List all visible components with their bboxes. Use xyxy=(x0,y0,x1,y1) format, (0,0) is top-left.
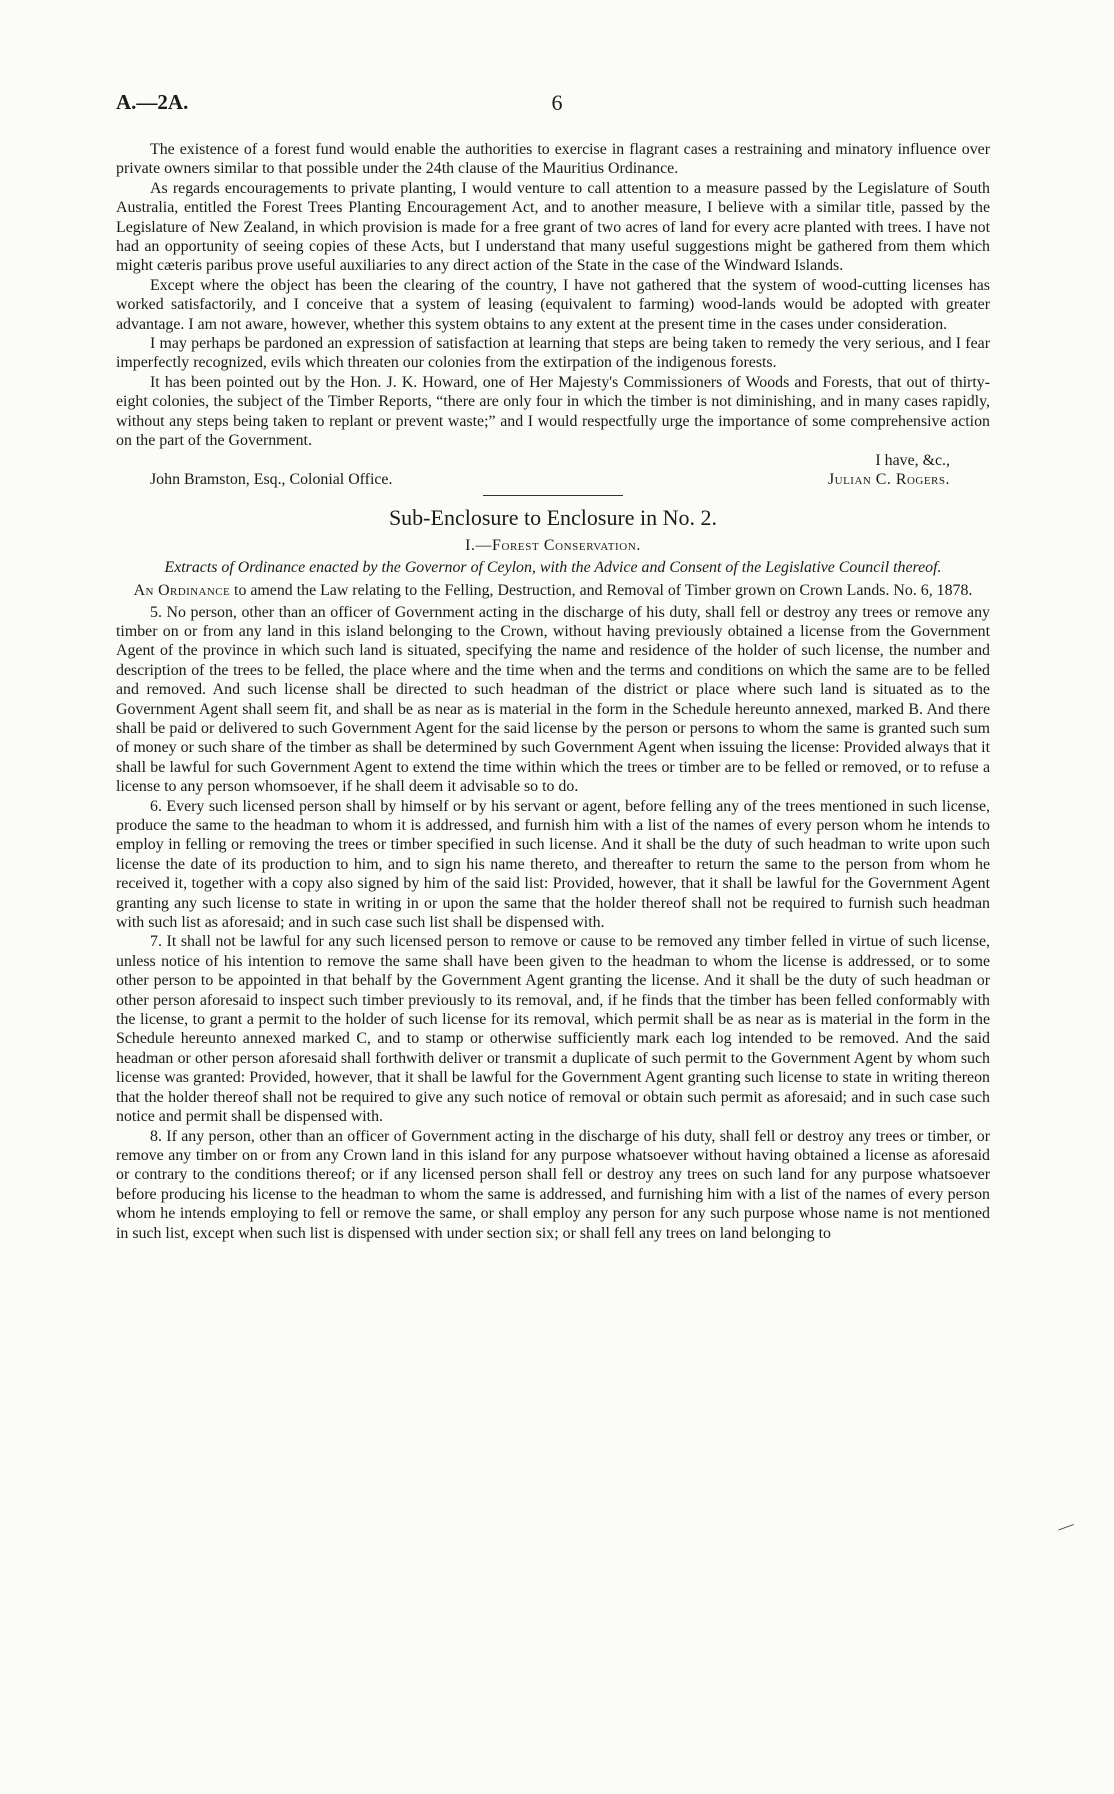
ordinance-section-8: 8. If any person, other than an officer of Government acting in the discharge of his duty, shall fell or destroy any trees or timber, or remove any timber on or from any Crown land in this island for any purpose whatsoever without having obtained a license as aforesaid or contrary to the conditions thereof; or if any licensed person shall fell or destroy any trees on such land for any purpose whatsoever before producing his license to the headman to whom the same is addressed, and furnishing him with a list of the names of every person whom he intends employing to fell or remove the same, or shall employ any person for any such purpose whose name is not mentioned in such list, except when such list is dispensed with under section six; or shall fell any trees on land belonging to xyxy=(116,1127,990,1242)
letter-paragraph: The existence of a forest fund would enable the authorities to exercise in flagrant cases a restraining and minatory influence over private owners similar to that possible under the 24th clause of the Mauritius Ordinance. xyxy=(116,141,990,178)
document-reference: A.—2A. xyxy=(116,90,189,114)
letter-signature: Julian C. Rogers. xyxy=(827,470,950,488)
ordinance-lead: An Ordinance xyxy=(133,582,231,600)
letter-paragraph: It has been pointed out by the Hon. J. K. Howard, one of Her Majesty's Commissioners of Woods and Forests, that out of thirty-eight colonies, the subject of the Timber Reports, “there are only four in which the timber is not diminishing, and in many cases rapidly, without any steps being taken to replant or prevent waste;” and I would respectfully urge the importance of some comprehensive action on the part of the Government. xyxy=(116,373,990,450)
ordinance-section-6: 6. Every such licensed person shall by himself or by his servant or agent, before felling any of the trees mentioned in such license, produce the same to the headman to whom it is addressed, and furnish him with a list of the names of every person whom he intends to employ in felling or removing the trees or timber specified in such license. And it shall be the duty of such headman to write upon such license the date of its production to him, and to sign his name thereto, and thereafter to return the same to the person from whom he received it, together with a copy also signed by him of the said list: Provided, however, that it shall be lawful for the Government Agent granting any such license to state in writing in or upon the same that the holder thereof shall not be required to furnish such headman with such list as aforesaid; and in such case such list shall be dispensed with. xyxy=(116,797,990,932)
ordinance-heading xyxy=(116,581,990,600)
letter-paragraph: I may perhaps be pardoned an expression of satisfaction at learning that steps are being taken to remedy the very serious, and I fear imperfectly recognized, evils which threaten our colonies from the extirpation of the indigenous forests. xyxy=(116,335,990,372)
letter-closing-row xyxy=(116,451,990,470)
margin-mark: — xyxy=(1055,1515,1077,1538)
section-heading: I.—Forest Conservation. xyxy=(465,537,641,555)
section-divider xyxy=(483,495,623,496)
enclosure-title: Sub-Enclosure to Enclosure in No. 2. xyxy=(388,505,718,531)
signature-row xyxy=(116,470,990,489)
ordinance-section-7: 7. It shall not be lawful for any such licensed person to remove or cause to be removed any timber felled in virtue of such license, unless notice of his intention to remove the same shall have been given to the headman to whom the license is addressed, or to some other person to be appointed in that behalf by the Government Agent granting the license. And it shall be the duty of such headman or other person aforesaid to inspect such timber previously to its removal, and, if he finds that the timber has been felled conformably with the license, to grant a permit to the holder of such license for its removal, which permit shall be as near as is material in the form in the Schedule hereunto annexed marked C, and to stamp or otherwise sufficiently mark each log intended to be removed. And the said headman or other person aforesaid shall forthwith deliver or transmit a duplicate of such permit to the Government Agent by whom such license was granted: Provided, however, that it shall be lawful for the Government Agent granting such license to state in writing thereon that the holder thereof shall not be required to give any such notice of removal or obtain such permit as aforesaid; and in such case such notice and permit shall be dispensed with. xyxy=(116,933,990,1126)
page-header xyxy=(116,90,998,120)
extract-note: Extracts of Ordinance enacted by the Governor of Ceylon, with the Advice and Consent of the Legislative Council thereof. xyxy=(164,558,942,576)
document-body xyxy=(116,140,990,1243)
ordinance-section-5: 5. No person, other than an officer of Government acting in the discharge of his duty, shall fell or destroy any trees or remove any timber on or from any land in this island belonging to the Crown, without having previously obtained a license from the Government Agent of the province in which such land is situated, specifying the name and residence of the holder of such license, the number and description of the trees to be felled, the place where and the time when and the terms and conditions on which the same are to be felled and removed. And such license shall be directed to such headman of the district or place where such land is situated as to the Government Agent shall seem fit, and shall be as near as is material in the form in the Schedule hereunto annexed, marked B. And there shall be paid or delivered to such Government Agent for the said license by the person or persons to whom the same is granted such sum of money or such share of the timber as shall be determined by such Government Agent when issuing the license: Provided always that it shall be lawful for such Government Agent to extend the time within which the trees or timber are to be felled or removed, or to refuse a license to any person whomsoever, if he shall deem it advisable so to do. xyxy=(116,603,990,796)
ordinance-title: to amend the Law relating to the Felling, Destruction, and Removal of Timber grown on Crown Lands. No. 6, 1878. xyxy=(234,582,973,600)
letter-closing: I have, &c., xyxy=(875,451,950,469)
letter-paragraph: As regards encouragements to private planting, I would venture to call attention to a measure passed by the Legislature of South Australia, entitled the Forest Trees Planting Encouragement Act, and to another measure, I believe with a similar title, passed by the Legislature of New Zealand, in which provision is made for a free grant of two acres of land for every acre planted with trees. I have not had an opportunity of seeing copies of these Acts, but I understand that many useful suggestions might be gathered from them which might cæteris paribus prove useful auxiliaries to any direct action of the State in the case of the Windward Islands. xyxy=(116,179,990,275)
letter-addressee: John Bramston, Esq., Colonial Office. xyxy=(150,470,393,488)
letter-paragraph: Except where the object has been the clearing of the country, I have not gathered that the system of wood-cutting licenses has worked satisfactorily, and I conceive that a system of leasing (equivalent to farming) wood-lands would be adopted with greater advantage. I am not aware, however, whether this system obtains to any extent at the present time in the cases under consideration. xyxy=(116,276,990,333)
page-number: 6 xyxy=(551,90,563,115)
